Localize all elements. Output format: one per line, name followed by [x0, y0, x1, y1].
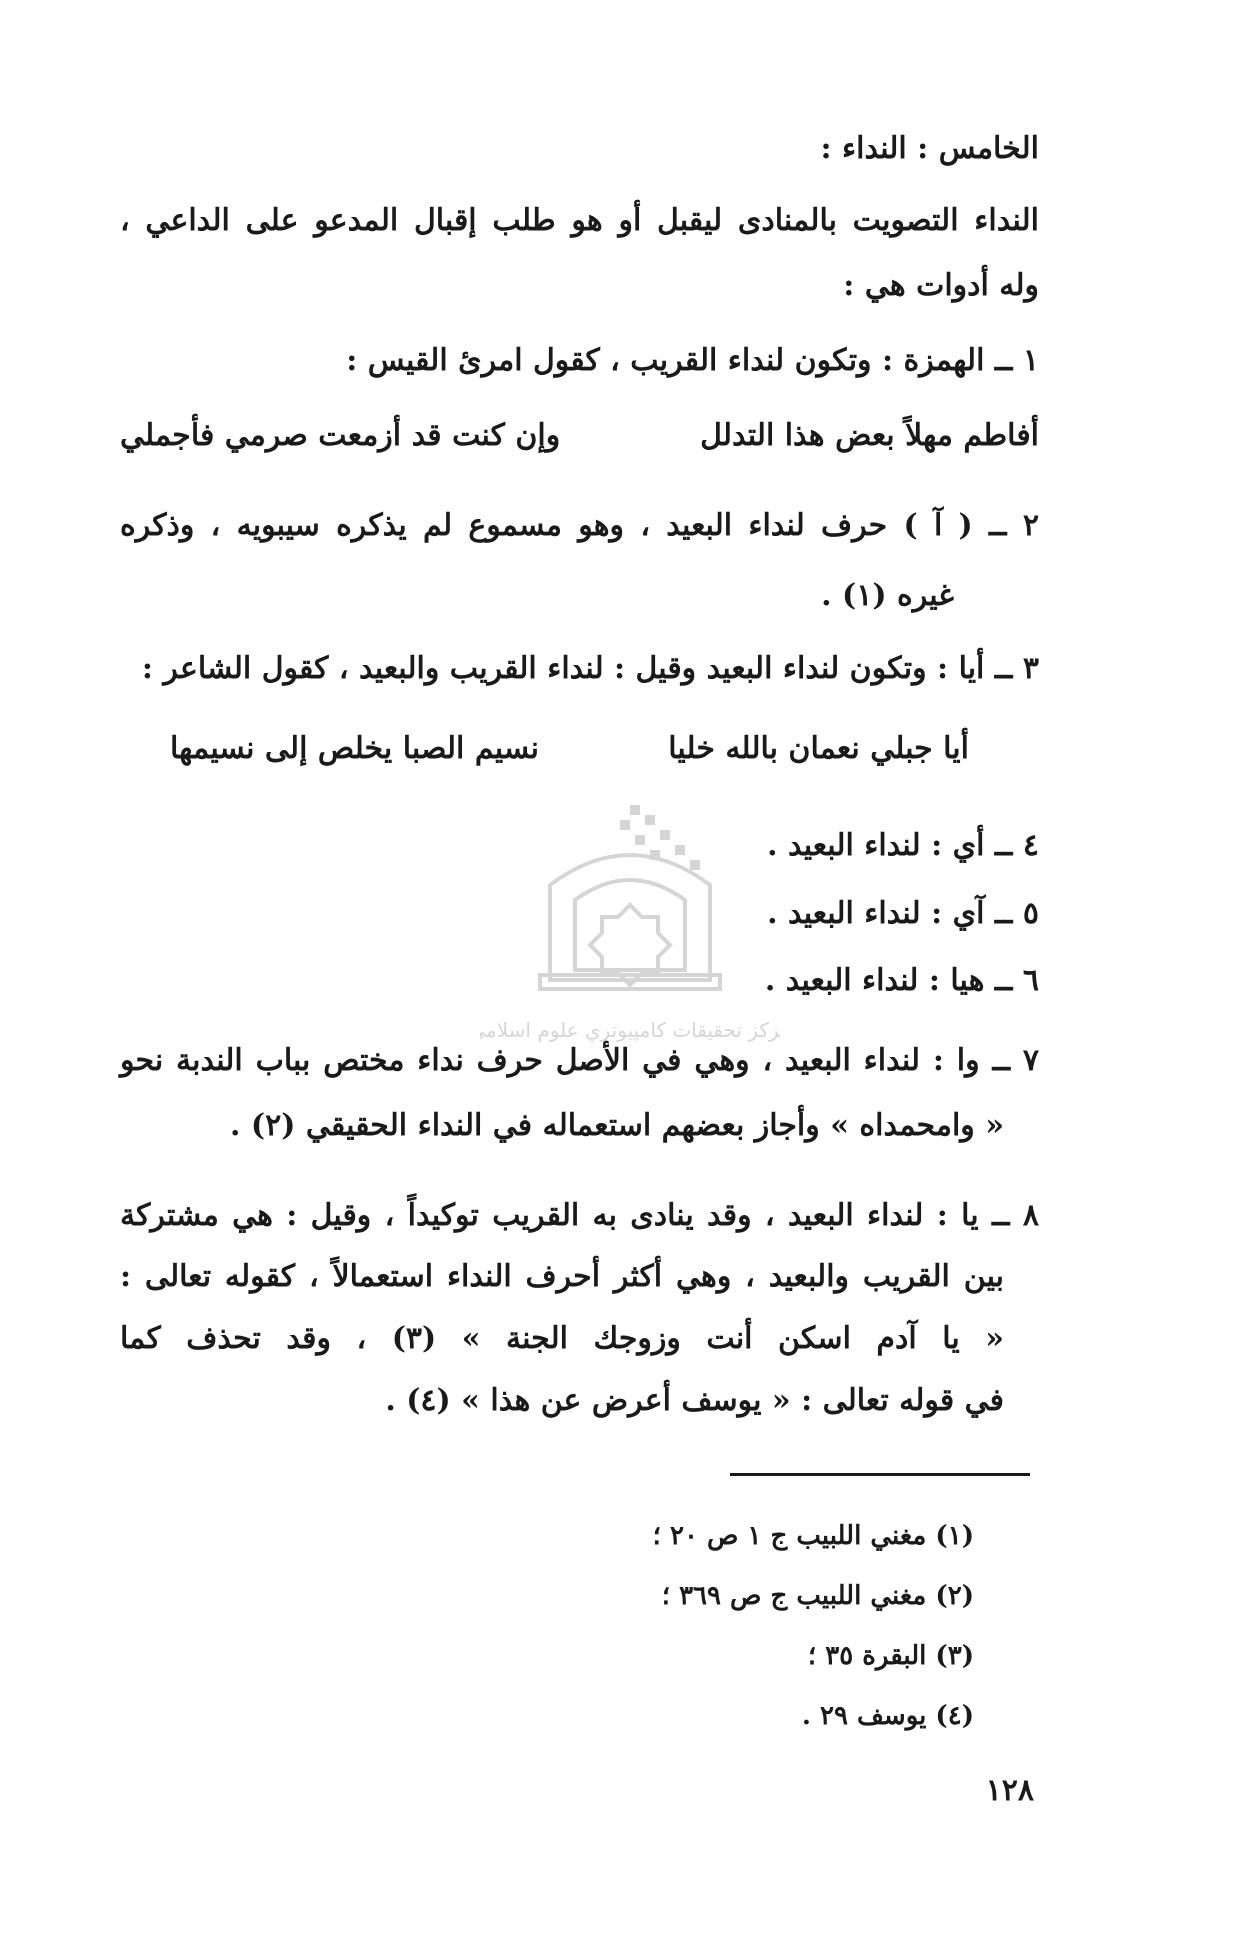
paragraph-line-2: وله أدوات هي : [843, 268, 1039, 303]
item-8-line-2: بين القريب والبعيد ، وهي أكثر أحرف النداء استعمالاً ، كقوله تعالى : [120, 1259, 1004, 1294]
footnote-2: (٢) مغني اللبيب ج ص ٣٦٩ ؛ [661, 1581, 974, 1611]
section-heading: الخامس : النداء : [820, 131, 1039, 166]
mosque-emblem-icon [480, 805, 780, 1055]
item-3: ٣ ــ أيا : وتكون لنداء البعيد وقيل : لنداء القريب والبعيد ، كقول الشاعر : [141, 651, 1039, 686]
footnote-1: (١) مغني اللبيب ج ١ ص ٢٠ ؛ [652, 1521, 974, 1551]
page-number: ١٢٨ [985, 1773, 1034, 1808]
item-8-line-3: « يا آدم اسكن أنت وزوجك الجنة » (٣) ، وقد تحذف كما [120, 1321, 1005, 1356]
item-7-line-2: « وامحمداه » وأجاز بعضهم استعماله في النداء الحقيقي (٢) . [230, 1108, 1004, 1143]
verse-2-second-hemistich: نسيم الصبا يخلص إلى نسيمها [170, 731, 539, 766]
item-4: ٤ ــ أي : لنداء البعيد . [767, 828, 1039, 863]
item-8-line-1: ٨ ــ يا : لنداء البعيد ، وقد ينادى به القريب توكيداً ، وقيل : هي مشتركة [120, 1198, 1039, 1233]
item-5: ٥ ــ آي : لنداء البعيد . [767, 896, 1039, 931]
footnote-3: (٣) البقرة ٣٥ ؛ [807, 1641, 974, 1671]
item-2-line-2: غيره (١) . [821, 578, 954, 613]
footnote-4: (٤) يوسف ٢٩ . [801, 1701, 974, 1731]
watermark-logo [480, 805, 780, 1055]
verse-2-first-hemistich: أيا جبلي نعمان بالله خليا [668, 731, 969, 766]
verse-1-second-hemistich: وإن كنت قد أزمعت صرمي فأجملي [120, 418, 561, 453]
footnote-separator [730, 1473, 1030, 1476]
item-6: ٦ ــ هيا : لنداء البعيد . [764, 963, 1039, 998]
item-2-line-1: ٢ ــ ( آ ) حرف لنداء البعيد ، وهو مسموع لم يذكره سيبويه ، وذكره [120, 508, 1039, 543]
watermark-text: مركز تحقيقات كامپيوتري علوم اسلامي [480, 1018, 780, 1042]
item-8-line-4: في قوله تعالى : « يوسف أعرض عن هذا » (٤) . [385, 1383, 1004, 1418]
item-7-line-1: ٧ ــ وا : لنداء البعيد ، وهي في الأصل حرف نداء مختص بباب الندبة نحو [120, 1043, 1039, 1078]
paragraph-line-1: النداء التصويت بالمنادى ليقبل أو هو طلب إقبال المدعو على الداعي ، [120, 203, 1040, 238]
item-1: ١ ــ الهمزة : وتكون لنداء القريب ، كقول امرئ القيس : [346, 343, 1039, 378]
verse-1-first-hemistich: أفاطم مهلاً بعض هذا التدلل [700, 418, 1039, 453]
